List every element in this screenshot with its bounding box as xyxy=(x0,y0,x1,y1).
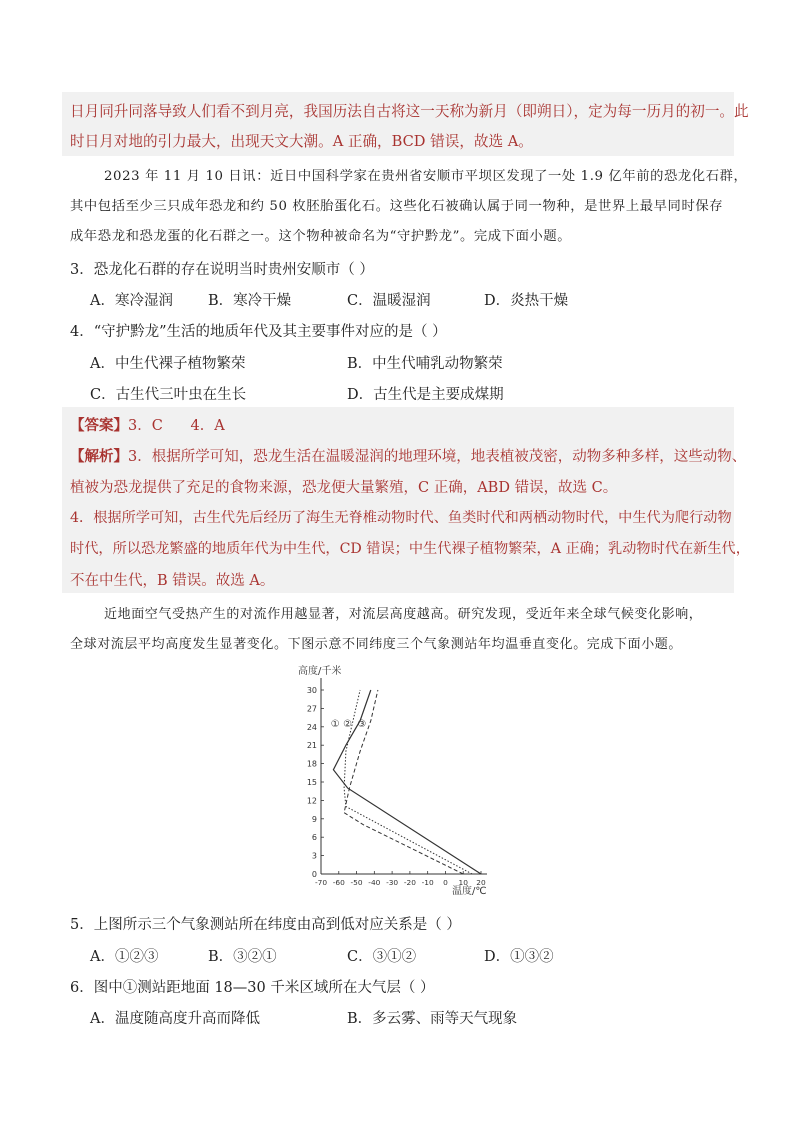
y-tick-label: 15 xyxy=(306,778,317,787)
x-tick-label: -50 xyxy=(350,878,363,887)
answer-line xyxy=(70,414,225,435)
answer-tag: 【答案】 xyxy=(70,417,128,434)
x-tick-label: -70 xyxy=(314,878,328,887)
material-line: 近地面空气受热产生的对流作用越显著，对流层高度越高。研究发现，受近年来全球气候变化影响， xyxy=(104,607,703,622)
option-c: C．古生代三叶虫在生长 xyxy=(90,387,247,403)
series-line-3 xyxy=(344,690,463,874)
y-tick-label: 3 xyxy=(311,851,317,861)
option-a: A．温度随高度升高而降低 xyxy=(90,1011,260,1027)
series-label-3: ③ xyxy=(357,718,367,730)
x-tick-label: -40 xyxy=(368,878,381,887)
option-c: C．③①② xyxy=(347,949,417,965)
y-axis-label: 高度/千米 xyxy=(298,666,342,677)
analysis-line: 日月同升同落导致人们看不到月亮，我国历法自古将这一天称为新月（即朔日），定为每一历月的初一。此 xyxy=(70,103,749,120)
y-tick-label: 6 xyxy=(311,833,317,843)
series-label-2: ② xyxy=(343,718,353,730)
option-d: D．古生代是主要成煤期 xyxy=(347,387,504,403)
analysis-block-2 xyxy=(62,407,750,593)
analysis-block-1 xyxy=(62,92,749,156)
chart-svg xyxy=(292,660,512,900)
x-tick-label: -60 xyxy=(332,878,345,887)
y-tick-label: 21 xyxy=(306,741,317,751)
option-c: C．温暖湿润 xyxy=(347,293,431,309)
temperature-altitude-chart xyxy=(292,660,512,900)
material-line: 2023 年 11 月 10 日讯：近日中国科学家在贵州省安顺市平坝区发现了一处 1.9 亿年前的恐龙化石群， xyxy=(104,169,748,184)
question-stem: 5．上图所示三个气象测站所在纬度由高到低对应关系是（ ） xyxy=(70,917,461,933)
answer-text: 3．C 4．A xyxy=(128,418,225,434)
option-b: B．③②① xyxy=(208,949,277,965)
x-tick-label: 10 xyxy=(458,878,468,887)
y-tick-label: 12 xyxy=(306,796,317,806)
x-tick-label: -10 xyxy=(421,878,434,887)
y-tick-label: 24 xyxy=(306,722,317,732)
x-tick-label: -20 xyxy=(403,878,416,887)
option-b: B．中生代哺乳动物繁荣 xyxy=(347,356,503,372)
option-a: A．寒冷湿润 xyxy=(90,293,173,309)
material-line: 全球对流层平均高度发生显著变化。下图示意不同纬度三个气象测站年均温垂直变化。完成下面小题。 xyxy=(70,637,683,652)
option-d: D．①③② xyxy=(484,949,554,965)
series-label-1: ① xyxy=(330,718,340,730)
y-tick-label: 9 xyxy=(311,814,317,824)
option-d: D．炎热干燥 xyxy=(484,293,569,309)
analysis-line: 4．根据所学可知，古生代先后经历了海生无脊椎动物时代、鱼类时代和两栖动物时代，中生代为爬行动物 xyxy=(70,510,732,526)
analysis-line xyxy=(70,445,746,466)
option-b: B．多云雾、雨等天气现象 xyxy=(347,1011,518,1027)
option-b: B．寒冷干燥 xyxy=(208,293,292,309)
analysis-line: 时日月对地的引力最大，出现天文大潮。A 正确，BCD 错误，故选 A。 xyxy=(70,133,533,150)
analysis-line: 不在中生代，B 错误。故选 A。 xyxy=(70,573,275,589)
question-stem: 4．“守护黔龙”生活的地质年代及其主要事件对应的是（ ） xyxy=(70,324,447,340)
option-a: A．①②③ xyxy=(90,949,159,965)
x-tick-label: 20 xyxy=(476,878,486,887)
y-tick-label: 30 xyxy=(306,686,317,695)
analysis-tag: 【解析】 xyxy=(70,448,128,465)
x-tick-label: 0 xyxy=(443,878,448,887)
y-tick-label: 27 xyxy=(306,704,317,714)
material-line: 其中包括至少三只成年恐龙和约 50 枚胚胎蛋化石。这些化石被确认属于同一物种，是世界上最早同时保存 xyxy=(70,199,724,214)
analysis-line: 时代，所以恐龙繁盛的地质年代为中生代，CD 错误；中生代裸子植物繁荣，A 正确；乳动物时代在新生代， xyxy=(70,541,750,557)
material-line: 成年恐龙和恐龙蛋的化石群之一。这个物种被命名为“守护黔龙”。完成下面小题。 xyxy=(70,229,572,244)
option-a: A．中生代裸子植物繁荣 xyxy=(90,356,246,372)
analysis-line: 植被为恐龙提供了充足的食物来源，恐龙便大量繁殖，C 正确，ABD 错误，故选 C。 xyxy=(70,480,618,496)
question-stem: 3．恐龙化石群的存在说明当时贵州安顺市（ ） xyxy=(70,262,374,278)
question-stem: 6．图中①测站距地面 18—30 千米区域所在大气层（ ） xyxy=(70,980,435,996)
y-tick-label: 18 xyxy=(306,759,317,769)
x-tick-label: -30 xyxy=(386,878,399,887)
analysis-text: 3．根据所学可知，恐龙生活在温暖湿润的地理环境，地表植被茂密，动物多种多样，这些动物、 xyxy=(128,449,747,465)
y-tick-label: 0 xyxy=(311,870,317,879)
x-axis-label: 温度/℃ xyxy=(452,886,487,897)
